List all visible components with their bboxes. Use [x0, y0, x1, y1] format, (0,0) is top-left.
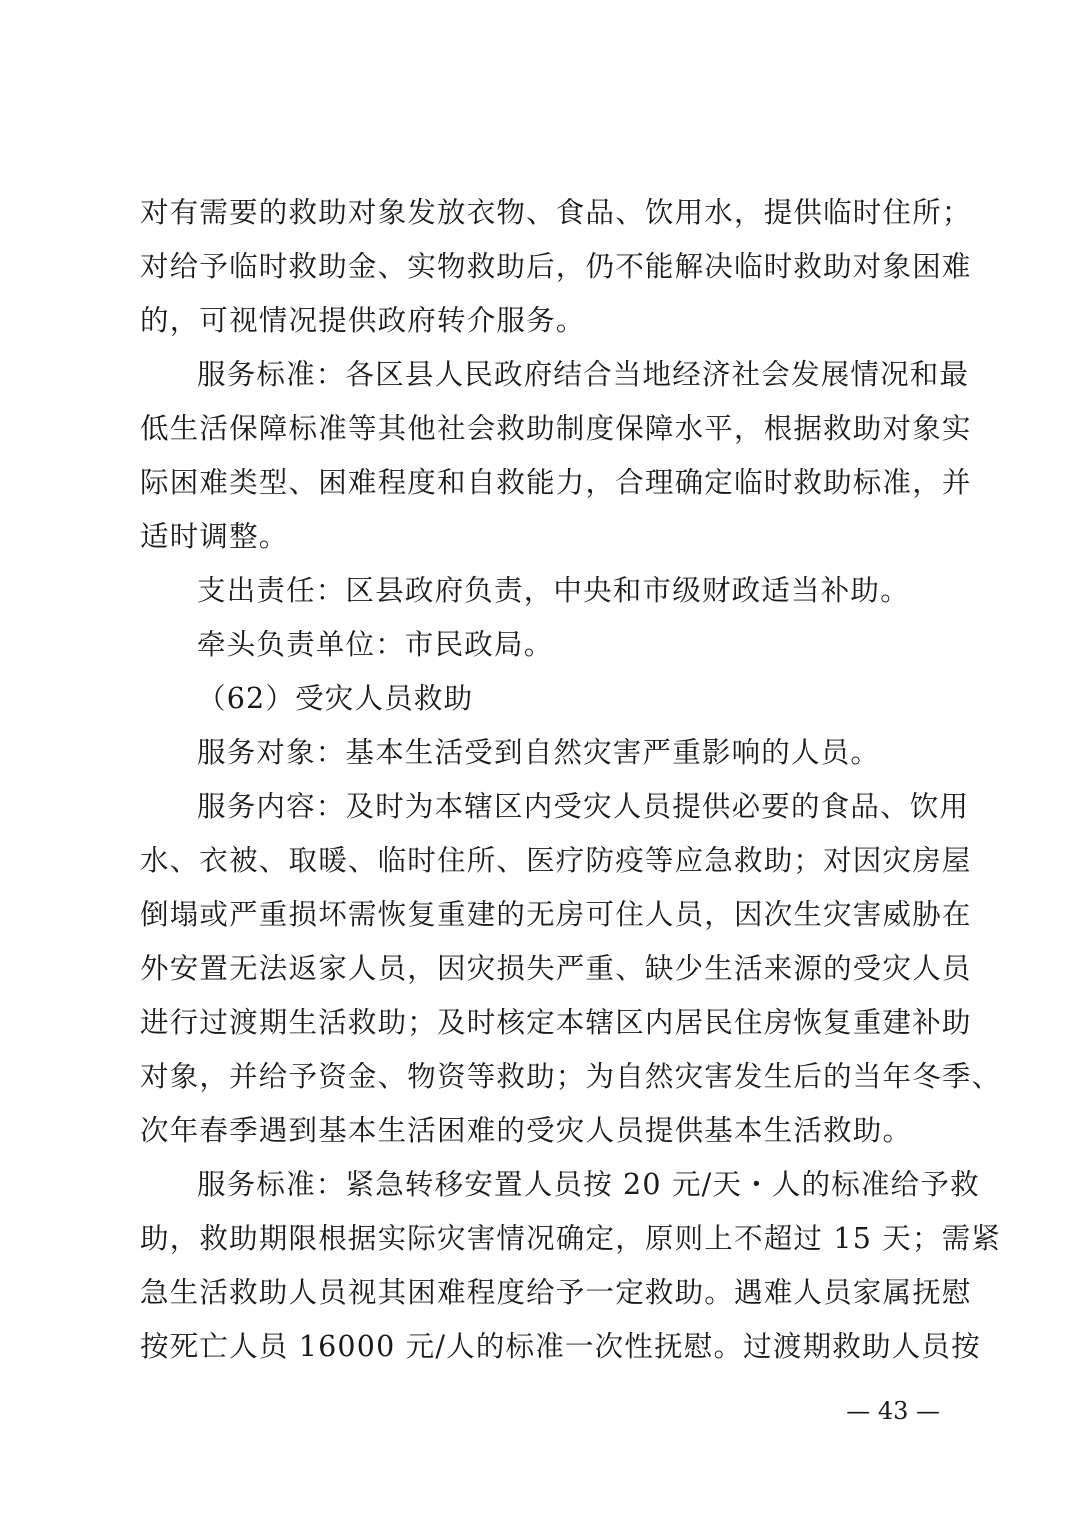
text-line: 对有需要的救助对象发放衣物、食品、饮用水，提供临时住所；: [140, 196, 972, 229]
text-line: 对给予临时救助金、实物救助后，仍不能解决临时救助对象困难: [140, 250, 972, 283]
text-line: 服务对象：基本生活受到自然灾害严重影响的人员。: [197, 736, 881, 769]
text-line: 倒塌或严重损坏需恢复重建的无房可住人员，因次生灾害威胁在: [140, 898, 972, 931]
text-line: 水、衣被、取暖、临时住所、医疗防疫等应急救助；对因灾房屋: [140, 844, 972, 877]
text-line: 外安置无法返家人员，因灾损失严重、缺少生活来源的受灾人员: [140, 952, 972, 985]
text-line: 适时调整。: [140, 520, 289, 553]
text-line: 进行过渡期生活救助；及时核定本辖区内居民住房恢复重建补助: [140, 1006, 972, 1039]
text-line: 牵头负责单位：市民政局。: [197, 628, 554, 661]
text-line: 服务标准：各区县人民政府结合当地经济社会发展情况和最: [197, 358, 970, 391]
page-number: — 43 —: [846, 1397, 940, 1425]
text-line: 支出责任：区县政府负责，中央和市级财政适当补助。: [197, 574, 910, 607]
text-line: 次年春季遇到基本生活困难的受灾人员提供基本生活救助。: [140, 1114, 913, 1147]
text-line: 的，可视情况提供政府转介服务。: [140, 304, 586, 337]
text-line: 低生活保障标准等其他社会救助制度保障水平，根据救助对象实: [140, 412, 972, 445]
text-line: 对象，并给予资金、物资等救助；为自然灾害发生后的当年冬季、: [140, 1060, 1002, 1093]
section-heading: （62）受灾人员救助: [197, 682, 474, 715]
text-line: 际困难类型、困难程度和自救能力，合理确定临时救助标准，并: [140, 466, 972, 499]
text-line: 服务内容：及时为本辖区内受灾人员提供必要的食品、饮用: [197, 790, 970, 823]
text-line: 按死亡人员 16000 元/人的标准一次性抚慰。过渡期救助人员按: [140, 1330, 981, 1363]
text-line: 急生活救助人员视其困难程度给予一定救助。遇难人员家属抚慰: [140, 1276, 972, 1309]
text-line: 助，救助期限根据实际灾害情况确定，原则上不超过 15 天；需紧: [140, 1222, 1002, 1255]
text-line: 服务标准：紧急转移安置人员按 20 元/天・人的标准给予救: [197, 1168, 980, 1201]
